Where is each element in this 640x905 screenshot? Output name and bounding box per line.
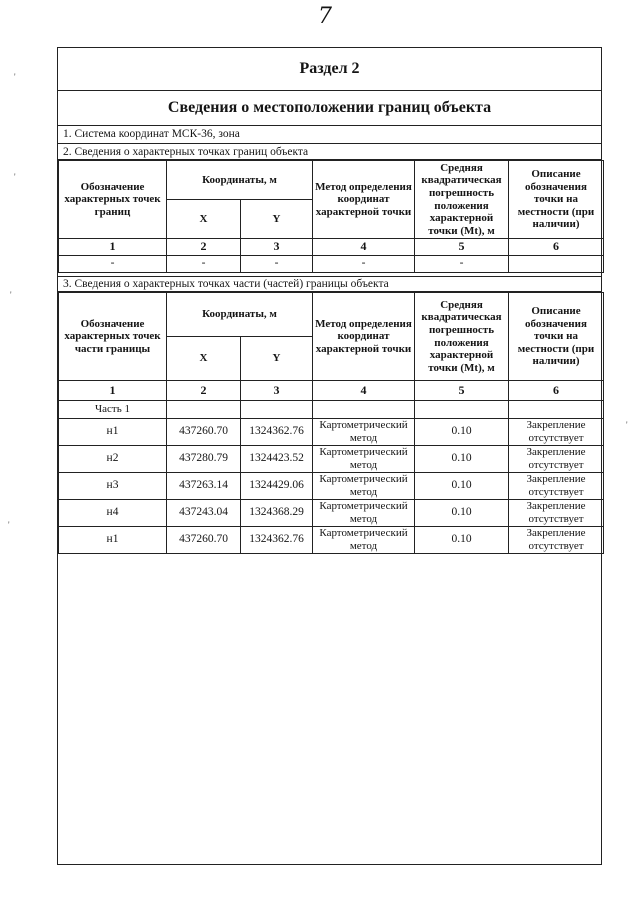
scan-mark: ': [14, 172, 16, 182]
table-row: [59, 500, 604, 527]
description-cell: Закрепление отсутствует: [509, 473, 604, 500]
scan-mark: ': [10, 290, 12, 300]
table-cell: -: [59, 256, 167, 273]
empty-cell: [167, 401, 241, 419]
table-cell: -: [241, 256, 313, 273]
mt-cell: 0.10: [415, 527, 509, 554]
col-number: 6: [509, 381, 604, 401]
col-number: 1: [59, 239, 167, 256]
description-cell: Закрепление отсутствует: [509, 500, 604, 527]
table-row: [59, 446, 604, 473]
point-cell: н3: [59, 473, 167, 500]
y-cell: 1324362.76: [241, 527, 313, 554]
x-cell: 437260.70: [167, 527, 241, 554]
method-cell: Картометрический метод: [313, 500, 415, 527]
col-number: 5: [415, 239, 509, 256]
x-cell: 437263.14: [167, 473, 241, 500]
col-description: Описание обозначения точки на местности (при наличии): [509, 293, 604, 381]
section-heading: Раздел 2: [299, 60, 360, 77]
col-coords: Координаты, м: [167, 293, 313, 337]
document-frame: [57, 47, 602, 865]
mt-cell: 0.10: [415, 419, 509, 446]
col-number: 4: [313, 239, 415, 256]
description-cell: Закрепление отсутствует: [509, 527, 604, 554]
point-cell: н1: [59, 527, 167, 554]
table-row: [59, 419, 604, 446]
table-row: [59, 256, 604, 273]
table-row: [59, 473, 604, 500]
col-error: Средняя квадратическая погрешность положения характерной точки (Mt), м: [415, 293, 509, 381]
table-cell: -: [313, 256, 415, 273]
col-designation: Обозначение характерных точек границ: [59, 161, 167, 239]
y-cell: 1324362.76: [241, 419, 313, 446]
empty-cell: [313, 401, 415, 419]
col-method: Метод определения координат характерной точки: [313, 161, 415, 239]
method-cell: Картометрический метод: [313, 527, 415, 554]
x-cell: 437260.70: [167, 419, 241, 446]
table-cell: -: [167, 256, 241, 273]
table-cell: -: [415, 256, 509, 273]
col-number: 3: [241, 239, 313, 256]
x-cell: 437280.79: [167, 446, 241, 473]
coord-system-line: 1. Система координат МСК-36, зона: [58, 124, 601, 144]
part-boundary-points-table: [58, 292, 604, 554]
table-row: [59, 527, 604, 554]
point-cell: н2: [59, 446, 167, 473]
col-x: X: [167, 200, 241, 239]
col-coords: Координаты, м: [167, 161, 313, 200]
empty-cell: [415, 401, 509, 419]
mt-cell: 0.10: [415, 446, 509, 473]
x-cell: 437243.04: [167, 500, 241, 527]
col-y: Y: [241, 337, 313, 381]
mt-cell: 0.10: [415, 473, 509, 500]
scan-mark: ': [626, 420, 628, 430]
point-cell: н1: [59, 419, 167, 446]
y-cell: 1324368.29: [241, 500, 313, 527]
page-number: 7: [318, 4, 332, 29]
col-number: 4: [313, 381, 415, 401]
col-number: 1: [59, 381, 167, 401]
method-cell: Картометрический метод: [313, 473, 415, 500]
empty-cell: [509, 401, 604, 419]
col-method: Метод определения координат характерной точки: [313, 293, 415, 381]
col-y: Y: [241, 200, 313, 239]
col-designation: Обозначение характерных точек части границы: [59, 293, 167, 381]
col-number: 3: [241, 381, 313, 401]
col-number: 2: [167, 239, 241, 256]
table-cell: [509, 256, 604, 273]
section2-heading: 2. Сведения о характерных точках границ объекта: [58, 144, 601, 160]
y-cell: 1324423.52: [241, 446, 313, 473]
y-cell: 1324429.06: [241, 473, 313, 500]
boundary-points-table: [58, 160, 604, 273]
scan-mark: ': [8, 520, 10, 530]
col-number: 5: [415, 381, 509, 401]
scan-mark: ': [14, 72, 16, 82]
method-cell: Картометрический метод: [313, 419, 415, 446]
col-description: Описание обозначения точки на местности (при наличии): [509, 161, 604, 239]
col-number: 2: [167, 381, 241, 401]
page-title: Сведения о местоположении границ объекта: [58, 90, 601, 126]
part-label: Часть 1: [59, 401, 167, 419]
mt-cell: 0.10: [415, 500, 509, 527]
empty-cell: [241, 401, 313, 419]
col-error: Средняя квадратическая погрешность положения характерной точки (Mt), м: [415, 161, 509, 239]
col-number: 6: [509, 239, 604, 256]
description-cell: Закрепление отсутствует: [509, 419, 604, 446]
section3-heading: 3. Сведения о характерных точках части (частей) границы объекта: [58, 276, 601, 292]
description-cell: Закрепление отсутствует: [509, 446, 604, 473]
point-cell: н4: [59, 500, 167, 527]
col-x: X: [167, 337, 241, 381]
method-cell: Картометрический метод: [313, 446, 415, 473]
